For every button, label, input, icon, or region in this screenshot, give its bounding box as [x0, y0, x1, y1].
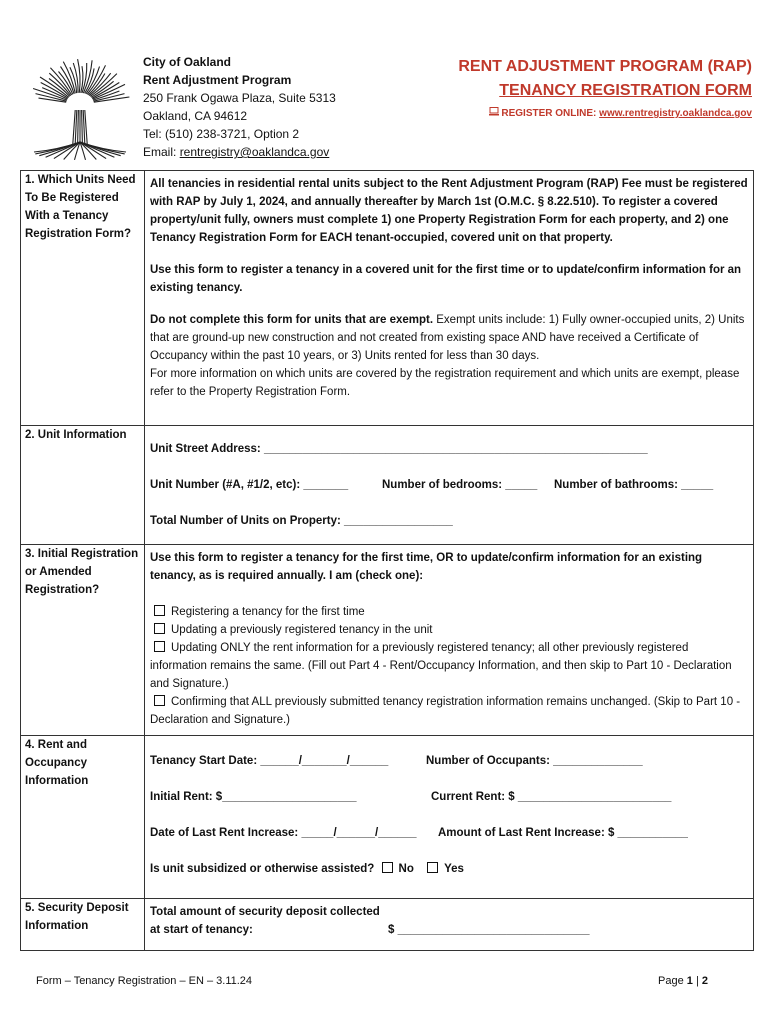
register-online	[458, 107, 752, 119]
bathrooms-field[interactable]: Number of bathrooms: _____	[554, 479, 714, 491]
tenancy-row-1	[150, 752, 748, 770]
section-3-label: 3. Initial Registration or Amended Registration?	[21, 545, 145, 736]
tenancy-start-date-field[interactable]: Tenancy Start Date: ______/_______/______	[150, 755, 389, 767]
bedrooms-field[interactable]: Number of bedrooms: _____	[382, 479, 538, 491]
section-2-label: 2. Unit Information	[21, 426, 145, 545]
checkbox-yes[interactable]	[427, 862, 438, 873]
option-updating[interactable]	[150, 621, 748, 639]
section-4-content	[145, 736, 754, 899]
checkbox-updating[interactable]	[154, 623, 165, 634]
deposit-amount-field[interactable]: $ ______________________________	[388, 924, 590, 936]
no-label: No	[398, 863, 414, 875]
tenancy-row-3	[150, 824, 748, 842]
title-block	[458, 55, 752, 119]
checkbox-no[interactable]	[382, 862, 393, 873]
unit-details-row	[150, 476, 748, 494]
org-name: City of Oakland	[143, 55, 232, 69]
email-label: Email:	[143, 145, 180, 159]
section-5-content	[145, 899, 754, 951]
option-first-time[interactable]	[150, 603, 748, 621]
option-confirming-label: Confirming that ALL previously submitted tenancy registration information remains unchanged. (Skip to Part 10 - Declaration and Signature.)	[150, 696, 741, 726]
option-confirming[interactable]	[150, 693, 748, 729]
telephone: Tel: (510) 238-3721, Option 2	[143, 127, 300, 141]
option-rent-only-label: Updating ONLY the rent information for a previously registered tenancy; all other previously registered information remains the same. (Fill out Part 4 - Rent/Occupancy Information, and then skip to Part 10 - Declaration and Signature.)	[150, 642, 732, 690]
section-3-intro: Use this form to register a tenancy for the first time, OR to update/confirm information for an existing tenancy, as is required annually. I am (check one):	[150, 552, 703, 582]
page-current: 1	[686, 975, 693, 987]
program-name: Rent Adjustment Program	[143, 73, 292, 87]
email-link[interactable]: rentregistry@oaklandca.gov	[179, 145, 330, 159]
oak-tree-logo	[26, 52, 134, 164]
subsidized-question: Is unit subsidized or otherwise assisted?	[150, 863, 375, 875]
checkbox-rent-only[interactable]	[154, 641, 165, 652]
unit-street-address-field[interactable]: Unit Street Address: ____________________________________________________________	[150, 443, 648, 455]
checkbox-first-time[interactable]	[154, 605, 165, 616]
deposit-row	[150, 903, 748, 939]
section-3-content	[145, 545, 754, 736]
subsidized-row	[150, 860, 748, 878]
page-number	[658, 975, 708, 987]
exempt-warning: Do not complete this form for units that are exempt.	[150, 314, 434, 326]
last-increase-amount-field[interactable]: Amount of Last Rent Increase: $ ___________	[438, 827, 688, 839]
yes-label: Yes	[444, 863, 464, 875]
registration-table	[20, 170, 754, 951]
deposit-label: Total amount of security deposit collected at start of tenancy:	[150, 906, 380, 936]
program-title: RENT ADJUSTMENT PROGRAM (RAP)	[458, 58, 752, 75]
initial-rent-field[interactable]: Initial Rent: $_____________________	[150, 791, 357, 803]
section-2-content	[145, 426, 754, 545]
exempt-list: Exempt units include: 1) Fully owner-occupied units, 2) Units that are ground-up new construction and not created from existing space AND have received a Certificate of Occupancy within the past 10 years, or 3) Units rented for less than 30 days.	[150, 314, 745, 362]
page-separator: |	[692, 975, 702, 987]
form-id-footer: Form – Tenancy Registration – EN – 3.11.24	[36, 975, 253, 987]
option-updating-label: Updating a previously registered tenancy in the unit	[171, 624, 433, 636]
org-block	[143, 53, 336, 161]
section-1-para-4: For more information on which units are covered by the registration requirement and which units are exempt, please refer to the Property Registration Form.	[150, 368, 740, 398]
section-1-para-1: All tenancies in residential rental units subject to the Rent Adjustment Program (RAP) Fee must be registered with RAP by July 1, 2024, and annually thereafter by March 1st (O.M.C. § 8.22.510). To register a covered property/unit fully, owners must complete 1) one Property Registration Form for each property, and 2) one Tenancy Registration Form for EACH tenant-occupied, covered unit on that property.	[150, 178, 748, 244]
section-4-row	[21, 736, 754, 899]
section-1-para-3	[150, 311, 748, 365]
section-4-label: 4. Rent and Occupancy Information	[21, 736, 145, 899]
page-total: 2	[701, 975, 708, 987]
register-url-link[interactable]: www.rentregistry.oaklandca.gov	[599, 108, 752, 119]
tenancy-row-2	[150, 788, 748, 806]
last-increase-date-field[interactable]: Date of Last Rent Increase: _____/______/______	[150, 827, 417, 839]
section-2-row	[21, 426, 754, 545]
option-first-time-label: Registering a tenancy for the first time	[171, 606, 365, 618]
current-rent-field[interactable]: Current Rent: $ ________________________	[431, 791, 672, 803]
section-1-row	[21, 171, 754, 426]
computer-icon	[489, 108, 502, 119]
section-3-row	[21, 545, 754, 736]
address-line-1: 250 Frank Ogawa Plaza, Suite 5313	[143, 91, 336, 105]
section-5-row	[21, 899, 754, 951]
form-title: TENANCY REGISTRATION FORM	[499, 82, 752, 99]
section-5-label: 5. Security Deposit Information	[21, 899, 145, 951]
section-1-content	[145, 171, 754, 426]
unit-number-field[interactable]: Unit Number (#A, #1/2, etc): _______	[150, 479, 349, 491]
address-line-2: Oakland, CA 94612	[143, 109, 248, 123]
section-1-label: 1. Which Units Need To Be Registered With a Tenancy Registration Form?	[21, 171, 145, 426]
section-1-para-2: Use this form to register a tenancy in a covered unit for the first time or to update/confirm information for an existing tenancy.	[150, 264, 742, 294]
occupants-field[interactable]: Number of Occupants: ______________	[426, 755, 643, 767]
option-rent-only[interactable]	[150, 639, 748, 693]
total-units-field[interactable]: Total Number of Units on Property: _________________	[150, 515, 453, 527]
page-label: Page	[658, 975, 687, 987]
email-line	[143, 143, 336, 161]
checkbox-confirming[interactable]	[154, 695, 165, 706]
register-label: REGISTER ONLINE:	[501, 108, 600, 119]
